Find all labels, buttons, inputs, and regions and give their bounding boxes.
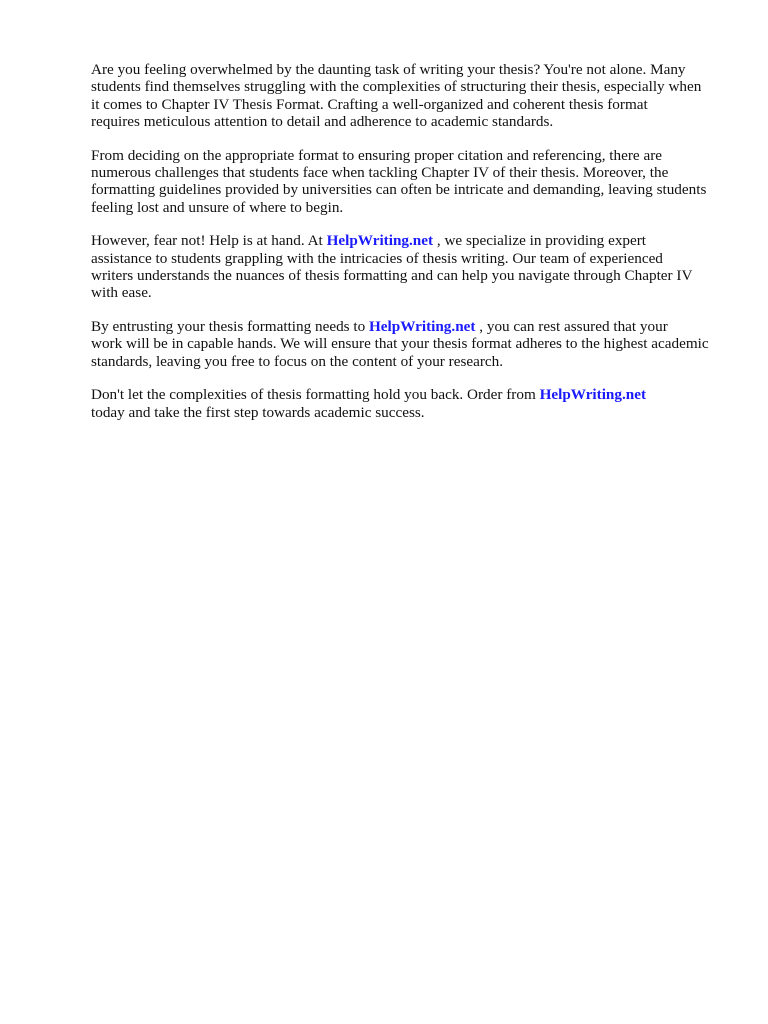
paragraph-challenges-text: From deciding on the appropriate format to ensuring proper citation and referencing, there are numerous challenges that students face when tackling Chapter IV of their thesis. Moreover, the formatting guidelines provided by universities can often be intricate and demanding, leaving students feeling lost and unsure of where to begin. xyxy=(91,146,707,216)
paragraph-entrust-text-before: By entrusting your thesis formatting needs to xyxy=(91,317,369,335)
paragraph-challenges xyxy=(91,147,731,217)
paragraph-order-text-after: today and take the first step towards academic success. xyxy=(91,403,425,421)
paragraph-help xyxy=(91,232,731,302)
helpwriting-link[interactable]: HelpWriting.net xyxy=(326,232,434,250)
paragraph-intro-text: Are you feeling overwhelmed by the daunting task of writing your thesis? You're not alone. Many students find themselves struggling with the complexities of structuring their thesis, especially when it comes to Chapter IV Thesis Format. Crafting a well-organized and coherent thesis format requires meticulous attention to detail and adherence to academic standards. xyxy=(91,61,702,131)
helpwriting-link[interactable]: HelpWriting.net xyxy=(368,317,476,335)
paragraph-entrust-text-after: , you can rest assured that your work will be in capable hands. We will ensure that your thesis format adheres to the highest academic standards, leaving you free to focus on the content of your research. xyxy=(91,317,709,370)
paragraph-order-text-before: Don't let the complexities of thesis formatting hold you back. Order from xyxy=(91,386,540,404)
paragraph-entrust xyxy=(91,318,731,370)
paragraph-order xyxy=(91,386,731,421)
paragraph-help-text-after: , we specialize in providing expert assistance to students grappling with the intricacies of thesis writing. Our team of experienced writers understands the nuances of thesis formatting and can help you navigate through Chapter IV with ease. xyxy=(91,232,693,302)
document-page xyxy=(91,61,731,437)
helpwriting-link[interactable]: HelpWriting.net xyxy=(539,386,647,404)
paragraph-intro xyxy=(91,61,731,131)
paragraph-help-text-before: However, fear not! Help is at hand. At xyxy=(91,232,327,250)
